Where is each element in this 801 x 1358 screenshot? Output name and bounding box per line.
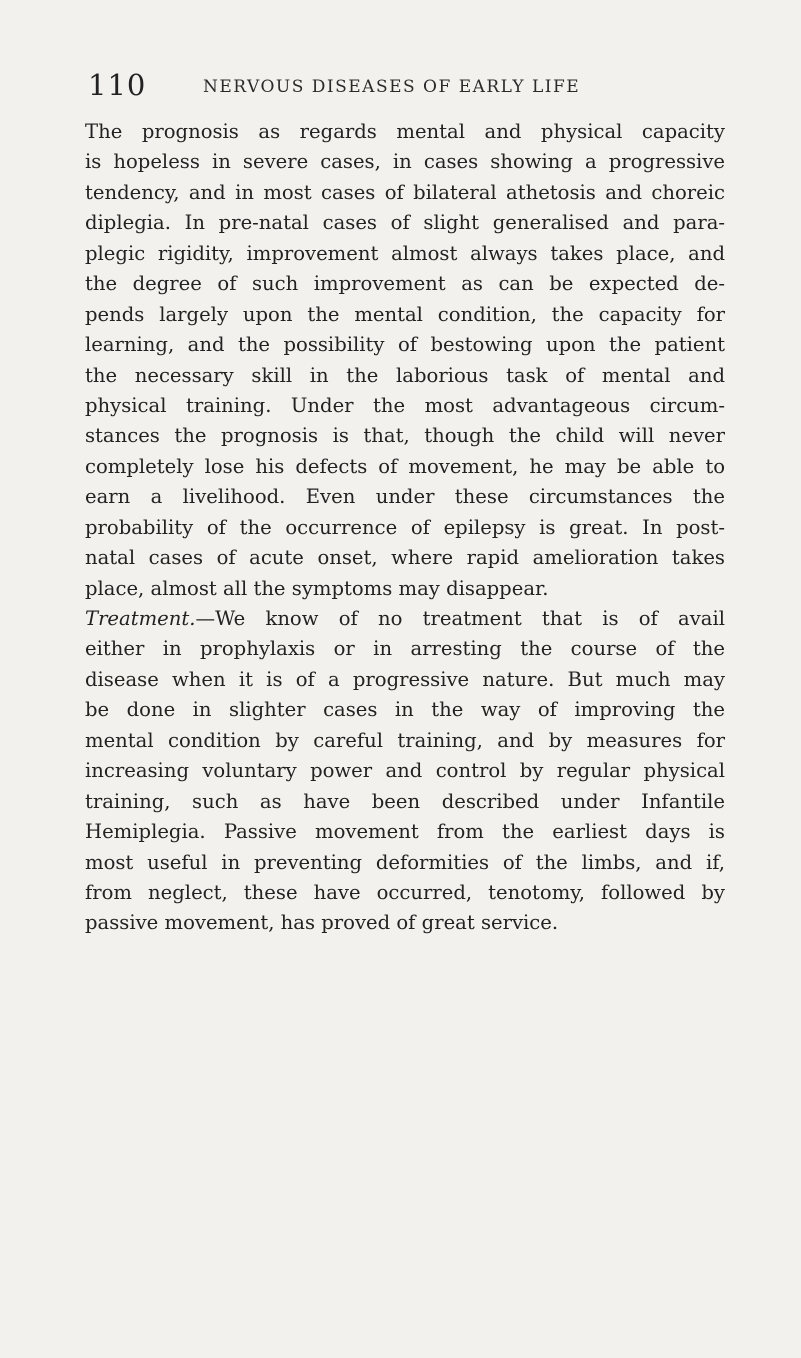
text-line: probability of the occurrence of epilepsy is great. In post- (85, 515, 725, 539)
text-line: natal cases of acute onset, where rapid amelioration takes (85, 546, 725, 570)
text-line: Hemiplegia. Passive movement from the earliest days is (85, 820, 725, 844)
text-line: place, almost all the symptoms may disappear. (85, 576, 549, 600)
text-line: plegic rigidity, improvement almost always takes place, and (85, 241, 725, 265)
text-line: the necessary skill in the laborious task of mental and (85, 363, 725, 387)
text-line: either in prophylaxis or in arresting the course of the (85, 637, 725, 661)
text-line: earn a livelihood. Even under these circumstances the (85, 485, 725, 509)
text-line: passive movement, has proved of great service. (85, 911, 559, 935)
body-text (85, 117, 725, 939)
text-line: training, such as have been described under Infantile (85, 789, 725, 813)
text-line: stances the prognosis is that, though the child will never (85, 424, 725, 448)
treatment-first-line-text: —We know of no treatment that is of avail (195, 607, 725, 630)
text-line: mental condition by careful training, and by measures for (85, 728, 725, 752)
text-line: disease when it is of a progressive nature. But much may (85, 667, 725, 691)
text-line: diplegia. In pre-natal cases of slight generalised and para- (85, 211, 725, 235)
text-line: tendency, and in most cases of bilateral athetosis and choreic (85, 180, 725, 204)
treatment-line (85, 604, 725, 634)
text-line: from neglect, these have occurred, tenotomy, followed by (85, 880, 725, 904)
text-line: pends largely upon the mental condition, the capacity for (85, 302, 725, 326)
text-line: learning, and the possibility of bestowing upon the patient (85, 333, 725, 357)
text-line: physical training. Under the most advantageous circum- (85, 393, 725, 417)
text-line: most useful in preventing deformities of the limbs, and if, (85, 850, 725, 874)
text-line: be done in slighter cases in the way of improving the (85, 698, 725, 722)
page-number: 110 (88, 68, 147, 102)
text-line: increasing voluntary power and control by regular physical (85, 759, 725, 783)
text-line: completely lose his defects of movement, he may be able to (85, 454, 725, 478)
text-line: the degree of such improvement as can be expected de- (85, 272, 725, 296)
text-line: The prognosis as regards mental and physical capacity (85, 120, 725, 143)
treatment-heading: Treatment. (85, 607, 196, 630)
page-header (88, 68, 728, 112)
running-title: NERVOUS DISEASES OF EARLY LIFE (203, 77, 581, 97)
text-line: is hopeless in severe cases, in cases showing a progressive (85, 150, 725, 174)
